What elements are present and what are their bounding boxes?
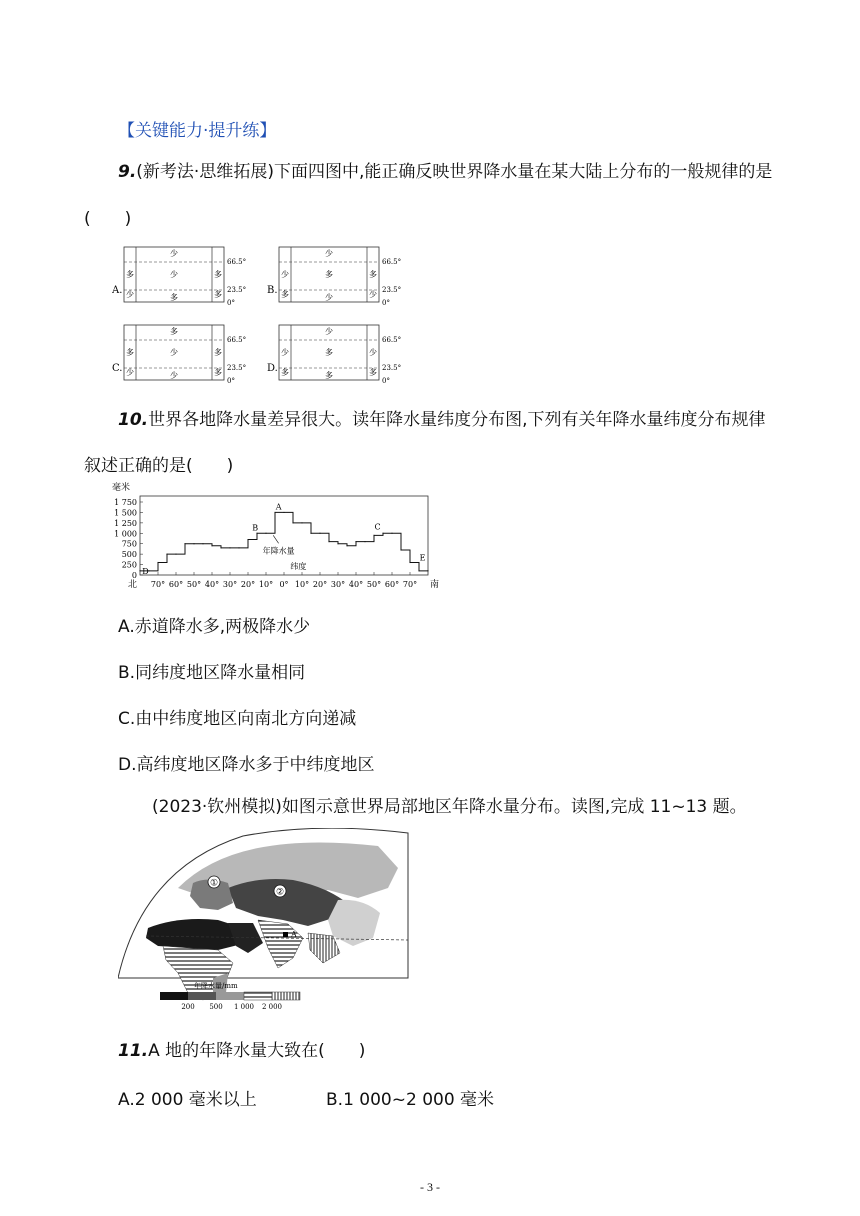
q9-panel-left-low: 少 [126, 368, 134, 377]
q9-panel-left-mid: 少 [281, 270, 289, 279]
question-10-stem-line1 [118, 408, 766, 432]
chart-frame [140, 496, 428, 575]
q9-panel-right-low: 多 [214, 368, 222, 377]
q9-panel-lat-mid: 23.5° [382, 286, 402, 294]
q9-panel-top: 少 [325, 327, 333, 336]
q9-panel-bottom: 少 [325, 293, 333, 302]
chart-y-tick-label: 1 500 [114, 508, 137, 518]
chart-ylabel: 毫米 [112, 483, 131, 493]
q9-panel-lat-zero: 0° [382, 299, 390, 307]
chart-label-e: E [419, 553, 426, 563]
page-number: - 3 - [420, 1180, 440, 1194]
q9-panel-bottom: 多 [325, 371, 333, 380]
q9-panel-letter: A. [112, 285, 123, 296]
q9-panel-left-mid: 多 [126, 270, 134, 279]
chart-north-label: 北 [128, 580, 138, 590]
q9-panel-left-low: 多 [281, 368, 289, 377]
chart-x-tick-label: 20° [240, 580, 256, 589]
chart-x-tick-label: 40° [348, 580, 364, 589]
chart-series-arrow [273, 535, 278, 543]
q11-option-b: B.1 000~2 000 毫米 [326, 1090, 495, 1110]
q9-panel-right-low: 多 [369, 368, 377, 377]
q9-panel-d [267, 325, 401, 383]
q9-panel-a [112, 247, 246, 307]
chart-label-c: C [374, 522, 381, 532]
q9-panel-lat-mid: 23.5° [382, 364, 402, 372]
precipitation-latitude-chart [110, 480, 440, 592]
question-11-text: A 地的年降水量大致在( ) [148, 1041, 366, 1061]
q9-panel-lat-mid: 23.5° [227, 364, 247, 372]
question-11-number: 11. [118, 1041, 149, 1061]
q9-panel-right-mid: 多 [214, 348, 222, 357]
q10-option-c: C.由中纬度地区向南北方向递减 [118, 709, 357, 729]
chart-y-tick-label: 250 [121, 560, 137, 570]
chart-x-tick-label: 50° [366, 580, 382, 589]
q11-13-intro: (2023·钦州模拟)如图示意世界局部地区年降水量分布。读图,完成 11~13 题。 [152, 797, 747, 817]
question-9-number: 9. [118, 162, 137, 182]
q9-panel-left-mid: 少 [281, 348, 289, 357]
q10-option-a: A.赤道降水多,两极降水少 [118, 617, 311, 637]
q9-panel-bottom: 多 [170, 293, 178, 302]
map-marker-2-label: ② [275, 887, 285, 898]
chart-x-tick-label: 60° [168, 580, 184, 589]
chart-x-tick-label: 50° [186, 580, 202, 589]
map-legend-swatch-3 [216, 992, 244, 1000]
chart-label-b: B [252, 523, 259, 533]
chart-xlabel: 纬度 [290, 562, 307, 571]
map-legend-tick-2: 500 [209, 1003, 223, 1011]
q9-panel-lat-high: 66.5° [382, 258, 402, 266]
chart-x-tick-label: 30° [222, 580, 238, 589]
chart-y-tick-label: 750 [121, 539, 137, 549]
map-marker-a-point [283, 932, 288, 937]
chart-x-tick-label: 40° [204, 580, 220, 589]
map-legend-swatch-5 [272, 992, 300, 1000]
chart-y-tick-label: 1 250 [114, 518, 137, 528]
q9-panel-center: 多 [325, 348, 333, 357]
q9-panel-center: 少 [170, 348, 178, 357]
q9-panel-top: 少 [325, 249, 333, 258]
chart-x-tick-label: 10° [294, 580, 310, 589]
q11-option-a: A.2 000 毫米以上 [118, 1090, 257, 1110]
map-legend-title: 年降水量/mm [194, 982, 238, 990]
q9-panel-right-mid: 少 [369, 348, 377, 357]
chart-x-tick-label: 10° [258, 580, 274, 589]
q9-panel-lat-high: 66.5° [227, 336, 247, 344]
chart-y-tick-label: 0 [131, 571, 137, 580]
chart-x-tick-label: 60° [384, 580, 400, 589]
q10-option-b: B.同纬度地区降水量相同 [118, 663, 306, 683]
question-10-text-line1: 世界各地降水量差异很大。读年降水量纬度分布图,下列有关年降水量纬度分布规律 [148, 410, 766, 430]
q9-panel-lat-zero: 0° [227, 299, 235, 307]
question-10-number: 10. [118, 410, 149, 430]
chart-series-line [140, 512, 428, 570]
chart-x-tick-label: 70° [150, 580, 166, 589]
question-9-stem [118, 160, 772, 184]
q9-panel-right-mid: 多 [214, 270, 222, 279]
q9-panel-letter: C. [112, 363, 123, 374]
chart-x-tick-label: 0° [279, 580, 289, 589]
chart-series-label: 年降水量 [262, 546, 295, 556]
q9-panel-bottom: 少 [170, 371, 178, 380]
q9-panel-c [112, 325, 246, 383]
q9-panel-lat-high: 66.5° [227, 258, 247, 266]
q9-panel-b [267, 247, 401, 307]
q9-panel-right-mid: 多 [369, 270, 377, 279]
chart-x-tick-label: 20° [312, 580, 328, 589]
map-legend-tick-4: 2 000 [261, 1003, 283, 1011]
map-marker-1-label: ① [209, 878, 219, 889]
map-legend-swatch-2 [188, 992, 216, 1000]
map-legend-tick-3: 1 000 [233, 1003, 255, 1011]
chart-x-tick-label: 70° [402, 580, 418, 589]
chart-y-tick-label: 500 [121, 550, 137, 560]
q9-panel-left-low: 少 [126, 290, 134, 299]
map-legend-tick-1: 200 [181, 1003, 195, 1011]
q9-panel-top: 少 [170, 249, 178, 258]
q9-panels-figure [112, 243, 412, 383]
chart-x-tick-label: 30° [330, 580, 346, 589]
chart-y-tick-label: 1 750 [114, 498, 137, 507]
question-9-text: (新考法·思维拓展)下面四图中,能正确反映世界降水量在某大陆上分布的一般规律的是 [136, 162, 773, 182]
q9-panel-lat-mid: 23.5° [227, 286, 247, 294]
q9-panel-lat-zero: 0° [382, 377, 390, 383]
q9-panel-lat-zero: 0° [227, 377, 235, 383]
q10-option-d: D.高纬度地区降水多于中纬度地区 [118, 755, 375, 775]
section-title: 【关键能力·提升练】 [118, 121, 277, 141]
q9-panel-lat-high: 66.5° [382, 336, 402, 344]
map-legend-swatch-1 [160, 992, 188, 1000]
q9-panel-letter: B. [267, 285, 278, 296]
q9-panel-top: 多 [170, 327, 178, 336]
map-marker-a-label: A [291, 930, 297, 939]
q9-panel-left-low: 多 [281, 290, 289, 299]
chart-south-label: 南 [430, 580, 440, 590]
question-10-stem-line2: 叙述正确的是( ) [84, 456, 234, 476]
chart-label-d: D [142, 567, 149, 576]
q9-panel-center: 多 [325, 270, 333, 279]
q9-panel-letter: D. [267, 363, 278, 374]
precipitation-map [118, 828, 413, 1013]
map-legend-swatch-4 [244, 992, 272, 1000]
q9-panel-right-low: 少 [369, 290, 377, 299]
question-11-stem [118, 1039, 365, 1063]
question-9-answer-paren: ( ) [84, 209, 132, 229]
chart-y-tick-label: 1 000 [114, 529, 137, 539]
chart-label-a: A [275, 502, 282, 512]
q9-panel-left-mid: 多 [126, 348, 134, 357]
q9-panel-center: 少 [170, 270, 178, 279]
q9-panel-right-low: 多 [214, 290, 222, 299]
